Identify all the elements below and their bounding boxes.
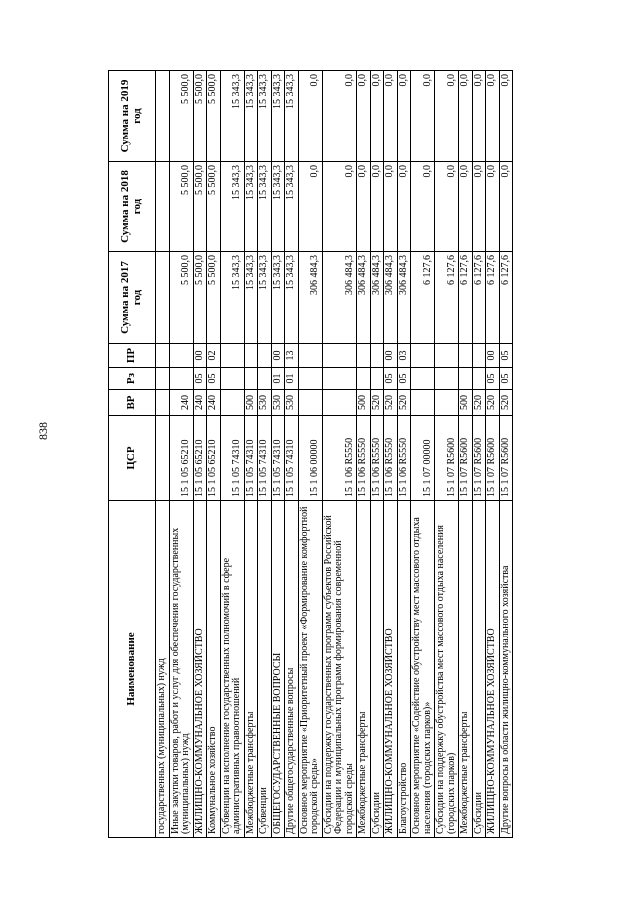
cell-name: Основное мероприятие «Приоритетный проект «Формирование комфортной городской среды»: [298, 501, 322, 838]
cell-csr: 15 1 06 R5550: [357, 416, 371, 501]
cell-sum-2018: 15 343,3: [220, 162, 244, 252]
cell-vr: 520: [486, 390, 500, 416]
cell-sum-2019: 15 343,3: [220, 71, 244, 162]
cell-sum-2018: 0,0: [499, 162, 513, 252]
table-row: [486, 71, 500, 838]
cell-sum-2018: 0,0: [459, 162, 473, 252]
cell-sum-2017: 6 127,6: [486, 252, 500, 344]
cell-csr: 15 1 05 74310: [271, 416, 285, 501]
cell-name: Субвенции: [258, 501, 272, 838]
table-row: [411, 71, 435, 838]
cell-pr: [298, 344, 322, 368]
cell-vr: 530: [271, 390, 285, 416]
cell-csr: 15 1 05 74310: [258, 416, 272, 501]
cell-sum-2018: 0,0: [357, 162, 371, 252]
cell-pr: 03: [397, 344, 411, 368]
table-row: [459, 71, 473, 838]
table-row: [244, 71, 258, 838]
cell-sum-2017: 15 343,3: [271, 252, 285, 344]
table-row: [397, 71, 411, 838]
cell-sum-2018: 15 343,3: [258, 162, 272, 252]
cell-vr: 240: [169, 390, 193, 416]
cell-sum-2018: 0,0: [384, 162, 398, 252]
cell-pr: 02: [207, 344, 221, 368]
cell-vr: 530: [258, 390, 272, 416]
cell-name: Межбюджетные трансферты: [357, 501, 371, 838]
cell-vr: 520: [472, 390, 486, 416]
cell-sum-2017: 306 484,3: [397, 252, 411, 344]
cell-name: Субсидии: [472, 501, 486, 838]
cell-pr: [322, 344, 357, 368]
cell-sum-2017: 15 343,3: [258, 252, 272, 344]
cell-rz: [322, 368, 357, 390]
cell-sum-2017: 5 500,0: [169, 252, 193, 344]
cell-name: ЖИЛИЩНО-КОММУНАЛЬНОЕ ХОЗЯЙСТВО: [193, 501, 207, 838]
header-sum-2018: Сумма на 2018 год: [109, 162, 156, 252]
header-vr: ВР: [109, 390, 156, 416]
cell-csr: 15 1 05 74310: [285, 416, 299, 501]
header-sum-2019: Сумма на 2019 год: [109, 71, 156, 162]
header-pr: ПР: [109, 344, 156, 368]
cell-csr: [156, 416, 170, 501]
header-row: [109, 71, 156, 838]
table-row: [435, 71, 459, 838]
cell-pr: [220, 344, 244, 368]
cell-csr: 15 1 05 74310: [244, 416, 258, 501]
cell-name: ЖИЛИЩНО-КОММУНАЛЬНОЕ ХОЗЯЙСТВО: [486, 501, 500, 838]
cell-rz: [258, 368, 272, 390]
cell-vr: 520: [384, 390, 398, 416]
table-row: [384, 71, 398, 838]
cell-sum-2017: [156, 252, 170, 344]
cell-vr: 520: [370, 390, 384, 416]
cell-sum-2017: 15 343,3: [220, 252, 244, 344]
cell-csr: 15 1 07 R5600: [459, 416, 473, 501]
cell-name: Другие общегосударственные вопросы: [285, 501, 299, 838]
cell-vr: [156, 390, 170, 416]
cell-rz: [411, 368, 435, 390]
cell-rz: [357, 368, 371, 390]
cell-pr: 00: [271, 344, 285, 368]
cell-name: государственных (муниципальных) нужд: [156, 501, 170, 838]
cell-sum-2018: 0,0: [322, 162, 357, 252]
cell-vr: 500: [244, 390, 258, 416]
cell-pr: 00: [193, 344, 207, 368]
cell-pr: [169, 344, 193, 368]
cell-pr: [459, 344, 473, 368]
cell-vr: 240: [193, 390, 207, 416]
cell-name: ЖИЛИЩНО-КОММУНАЛЬНОЕ ХОЗЯЙСТВО: [384, 501, 398, 838]
cell-sum-2018: 15 343,3: [271, 162, 285, 252]
cell-rz: [435, 368, 459, 390]
cell-sum-2018: 5 500,0: [207, 162, 221, 252]
cell-csr: 15 1 05 65210: [193, 416, 207, 501]
cell-csr: 15 1 05 65210: [207, 416, 221, 501]
cell-sum-2017: 15 343,3: [285, 252, 299, 344]
cell-sum-2018: 15 343,3: [285, 162, 299, 252]
cell-sum-2017: 306 484,3: [370, 252, 384, 344]
cell-pr: [472, 344, 486, 368]
cell-sum-2019: 0,0: [459, 71, 473, 162]
cell-name: Коммунальное хозяйство: [207, 501, 221, 838]
cell-csr: 15 1 07 R5600: [486, 416, 500, 501]
cell-sum-2019: 15 343,3: [244, 71, 258, 162]
cell-name: Субсидии на поддержку государственных программ субъектов Российской Федерации и муниципальных программ формирования современной городской среды: [322, 501, 357, 838]
cell-sum-2017: 6 127,6: [435, 252, 459, 344]
table-row: [472, 71, 486, 838]
cell-vr: 500: [357, 390, 371, 416]
cell-pr: [370, 344, 384, 368]
cell-vr: 520: [499, 390, 513, 416]
table-row: [207, 71, 221, 838]
cell-sum-2019: 5 500,0: [207, 71, 221, 162]
cell-rz: [459, 368, 473, 390]
cell-sum-2019: 0,0: [435, 71, 459, 162]
cell-vr: 520: [397, 390, 411, 416]
cell-sum-2017: 5 500,0: [207, 252, 221, 344]
cell-name: Субсидии: [370, 501, 384, 838]
table-row: [156, 71, 170, 838]
header-csr: ЦСР: [109, 416, 156, 501]
cell-sum-2019: 0,0: [486, 71, 500, 162]
cell-sum-2019: 15 343,3: [285, 71, 299, 162]
cell-sum-2019: 0,0: [370, 71, 384, 162]
cell-sum-2019: 0,0: [397, 71, 411, 162]
cell-rz: [244, 368, 258, 390]
table-row: [357, 71, 371, 838]
table-row: [193, 71, 207, 838]
header-sum-2017: Сумма на 2017 год: [109, 252, 156, 344]
cell-vr: 530: [285, 390, 299, 416]
cell-sum-2018: 0,0: [486, 162, 500, 252]
header-rz: Рз: [109, 368, 156, 390]
cell-pr: [357, 344, 371, 368]
cell-rz: 05: [486, 368, 500, 390]
cell-sum-2019: 0,0: [411, 71, 435, 162]
cell-sum-2017: 6 127,6: [459, 252, 473, 344]
cell-name: ОБЩЕГОСУДАРСТВЕННЫЕ ВОПРОСЫ: [271, 501, 285, 838]
cell-name: Благоустройство: [397, 501, 411, 838]
cell-sum-2017: 306 484,3: [357, 252, 371, 344]
cell-sum-2017: 5 500,0: [193, 252, 207, 344]
cell-rz: 01: [285, 368, 299, 390]
cell-vr: 500: [459, 390, 473, 416]
cell-pr: 00: [486, 344, 500, 368]
cell-pr: [156, 344, 170, 368]
cell-sum-2018: 5 500,0: [193, 162, 207, 252]
budget-table: [108, 70, 513, 838]
cell-sum-2019: 5 500,0: [193, 71, 207, 162]
cell-csr: 15 1 06 R5550: [370, 416, 384, 501]
cell-sum-2019: 5 500,0: [169, 71, 193, 162]
cell-rz: [472, 368, 486, 390]
cell-sum-2019: 0,0: [322, 71, 357, 162]
cell-name: Основное мероприятие «Содействие обустройству мест массового отдыха населения (городских парков)»: [411, 501, 435, 838]
cell-pr: 00: [384, 344, 398, 368]
cell-sum-2018: 0,0: [411, 162, 435, 252]
cell-sum-2019: 0,0: [499, 71, 513, 162]
cell-rz: 05: [193, 368, 207, 390]
cell-sum-2019: 15 343,3: [258, 71, 272, 162]
cell-vr: [411, 390, 435, 416]
cell-csr: 15 1 05 65210: [169, 416, 193, 501]
cell-pr: [435, 344, 459, 368]
cell-sum-2018: 0,0: [472, 162, 486, 252]
table-row: [271, 71, 285, 838]
table-row: [370, 71, 384, 838]
cell-sum-2018: 5 500,0: [169, 162, 193, 252]
cell-vr: [322, 390, 357, 416]
cell-vr: 240: [207, 390, 221, 416]
cell-rz: [169, 368, 193, 390]
cell-sum-2018: [156, 162, 170, 252]
cell-rz: 05: [397, 368, 411, 390]
cell-vr: [220, 390, 244, 416]
cell-rz: [156, 368, 170, 390]
cell-name: Иные закупки товаров, работ и услуг для обеспечения государственных (муниципальных) нужд: [169, 501, 193, 838]
cell-csr: 15 1 07 R5600: [499, 416, 513, 501]
cell-csr: 15 1 07 00000: [411, 416, 435, 501]
cell-sum-2018: 0,0: [435, 162, 459, 252]
cell-name: Субвенции на исполнение государственных полномочий в сфере административных правоотношений: [220, 501, 244, 838]
cell-vr: [298, 390, 322, 416]
cell-sum-2018: 0,0: [397, 162, 411, 252]
cell-vr: [435, 390, 459, 416]
cell-pr: 13: [285, 344, 299, 368]
table-row: [220, 71, 244, 838]
cell-sum-2019: 0,0: [357, 71, 371, 162]
table-row: [169, 71, 193, 838]
rotated-table-container: [108, 71, 558, 838]
cell-sum-2017: 306 484,3: [322, 252, 357, 344]
table-row: [499, 71, 513, 838]
cell-sum-2019: 0,0: [298, 71, 322, 162]
cell-csr: 15 1 06 00000: [298, 416, 322, 501]
cell-rz: [298, 368, 322, 390]
cell-csr: 15 1 06 R5550: [322, 416, 357, 501]
cell-rz: 05: [207, 368, 221, 390]
cell-pr: [411, 344, 435, 368]
table-body: [156, 71, 513, 838]
cell-csr: 15 1 07 R5600: [472, 416, 486, 501]
cell-pr: 05: [499, 344, 513, 368]
cell-name: Другие вопросы в области жилищно-коммунального хозяйства: [499, 501, 513, 838]
cell-sum-2017: 15 343,3: [244, 252, 258, 344]
page-number: 838: [36, 422, 50, 440]
cell-name: Межбюджетные трансферты: [244, 501, 258, 838]
cell-rz: 05: [384, 368, 398, 390]
table-row: [298, 71, 322, 838]
table-row: [285, 71, 299, 838]
cell-sum-2018: 15 343,3: [244, 162, 258, 252]
cell-sum-2017: 306 484,3: [298, 252, 322, 344]
cell-rz: 01: [271, 368, 285, 390]
cell-pr: [258, 344, 272, 368]
cell-sum-2017: 306 484,3: [384, 252, 398, 344]
cell-rz: [220, 368, 244, 390]
cell-pr: [244, 344, 258, 368]
cell-rz: [370, 368, 384, 390]
cell-sum-2018: 0,0: [298, 162, 322, 252]
cell-sum-2017: 6 127,6: [499, 252, 513, 344]
cell-sum-2017: 6 127,6: [472, 252, 486, 344]
cell-csr: 15 1 06 R5550: [384, 416, 398, 501]
cell-sum-2017: 6 127,6: [411, 252, 435, 344]
cell-sum-2019: 0,0: [384, 71, 398, 162]
cell-sum-2019: 15 343,3: [271, 71, 285, 162]
cell-name: Субсидии на поддержку обустройства мест массового отдыха населения (городских парков): [435, 501, 459, 838]
table-row: [258, 71, 272, 838]
cell-sum-2019: 0,0: [472, 71, 486, 162]
cell-csr: 15 1 06 R5550: [397, 416, 411, 501]
cell-csr: 15 1 07 R5600: [435, 416, 459, 501]
cell-rz: 05: [499, 368, 513, 390]
table-row: [322, 71, 357, 838]
cell-csr: 15 1 05 74310: [220, 416, 244, 501]
header-name: Наименование: [109, 501, 156, 838]
cell-sum-2019: [156, 71, 170, 162]
cell-sum-2018: 0,0: [370, 162, 384, 252]
cell-name: Межбюджетные трансферты: [459, 501, 473, 838]
